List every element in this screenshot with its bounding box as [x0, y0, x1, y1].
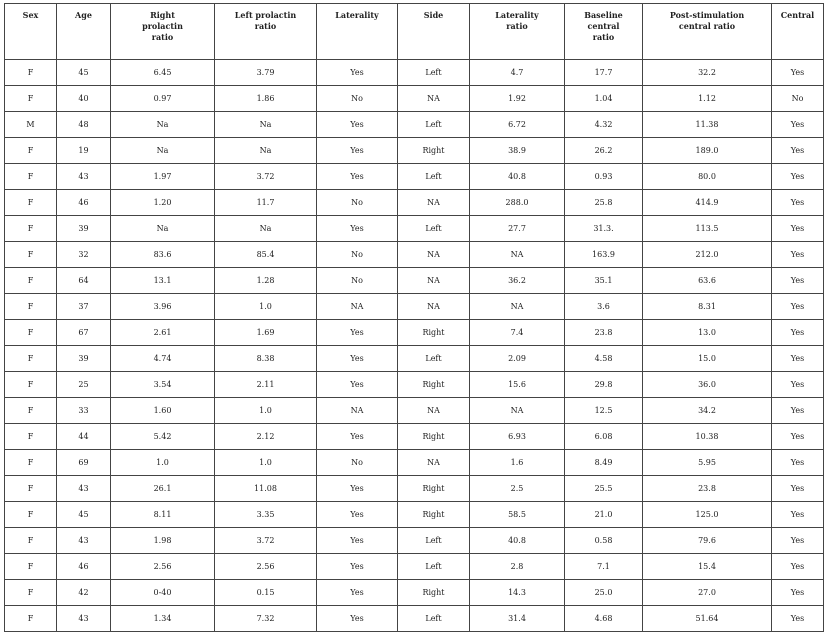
left-prolactin-ratio-cell: 1.69	[215, 320, 317, 346]
right-prolactin-ratio-cell: Na	[111, 216, 215, 242]
left-prolactin-ratio-cell: Na	[215, 138, 317, 164]
laterality-ratio-cell: NA	[470, 398, 565, 424]
post-stimulation-central-ratio-cell: 5.95	[643, 450, 772, 476]
baseline-central-ratio-cell: 4.58	[565, 346, 643, 372]
right-prolactin-ratio-cell: 1.20	[111, 190, 215, 216]
age-cell: 67	[57, 320, 111, 346]
baseline-central-ratio-cell: 23.8	[565, 320, 643, 346]
left-prolactin-ratio-cell: 85.4	[215, 242, 317, 268]
laterality-ratio-cell: 38.9	[470, 138, 565, 164]
central-cell: Yes	[772, 346, 824, 372]
header-baseline-central-ratio: Baseline central ratio	[565, 4, 643, 60]
baseline-central-ratio-cell: 1.04	[565, 86, 643, 112]
baseline-central-ratio-cell: 25.5	[565, 476, 643, 502]
central-cell: Yes	[772, 294, 824, 320]
sex-cell: F	[5, 294, 57, 320]
header-age: Age	[57, 4, 111, 60]
right-prolactin-ratio-cell: 1.34	[111, 606, 215, 632]
laterality-ratio-cell: 7.4	[470, 320, 565, 346]
table-row	[5, 398, 824, 424]
baseline-central-ratio-cell: 29.8	[565, 372, 643, 398]
right-prolactin-ratio-cell: 13.1	[111, 268, 215, 294]
sex-cell: F	[5, 320, 57, 346]
right-prolactin-ratio-cell: 3.54	[111, 372, 215, 398]
baseline-central-ratio-cell: 21.0	[565, 502, 643, 528]
table-body	[5, 60, 824, 632]
left-prolactin-ratio-cell: 1.0	[215, 450, 317, 476]
post-stimulation-central-ratio-cell: 15.0	[643, 346, 772, 372]
side-cell: NA	[398, 294, 470, 320]
post-stimulation-central-ratio-cell: 32.2	[643, 60, 772, 86]
age-cell: 40	[57, 86, 111, 112]
side-cell: NA	[398, 86, 470, 112]
laterality-cell: Yes	[317, 424, 398, 450]
side-cell: NA	[398, 398, 470, 424]
data-table	[4, 3, 824, 632]
laterality-cell: Yes	[317, 60, 398, 86]
side-cell: Right	[398, 476, 470, 502]
left-prolactin-ratio-cell: 3.35	[215, 502, 317, 528]
post-stimulation-central-ratio-cell: 23.8	[643, 476, 772, 502]
baseline-central-ratio-cell: 4.68	[565, 606, 643, 632]
age-cell: 43	[57, 476, 111, 502]
post-stimulation-central-ratio-cell: 13.0	[643, 320, 772, 346]
laterality-cell: Yes	[317, 606, 398, 632]
central-cell: Yes	[772, 372, 824, 398]
laterality-ratio-cell: 40.8	[470, 164, 565, 190]
sex-cell: F	[5, 164, 57, 190]
left-prolactin-ratio-cell: Na	[215, 216, 317, 242]
side-cell: Left	[398, 164, 470, 190]
header-sex: Sex	[5, 4, 57, 60]
laterality-ratio-cell: NA	[470, 242, 565, 268]
side-cell: Left	[398, 216, 470, 242]
laterality-cell: Yes	[317, 112, 398, 138]
laterality-ratio-cell: NA	[470, 294, 565, 320]
table-row	[5, 112, 824, 138]
laterality-cell: Yes	[317, 346, 398, 372]
laterality-cell: Yes	[317, 554, 398, 580]
age-cell: 19	[57, 138, 111, 164]
laterality-ratio-cell: 1.6	[470, 450, 565, 476]
side-cell: Right	[398, 502, 470, 528]
post-stimulation-central-ratio-cell: 414.9	[643, 190, 772, 216]
side-cell: Left	[398, 346, 470, 372]
side-cell: NA	[398, 450, 470, 476]
right-prolactin-ratio-cell: Na	[111, 138, 215, 164]
sex-cell: F	[5, 60, 57, 86]
left-prolactin-ratio-cell: 2.56	[215, 554, 317, 580]
laterality-ratio-cell: 40.8	[470, 528, 565, 554]
side-cell: Left	[398, 112, 470, 138]
table-row	[5, 554, 824, 580]
side-cell: Right	[398, 320, 470, 346]
left-prolactin-ratio-cell: 1.0	[215, 398, 317, 424]
post-stimulation-central-ratio-cell: 113.5	[643, 216, 772, 242]
sex-cell: F	[5, 372, 57, 398]
central-cell: Yes	[772, 112, 824, 138]
laterality-ratio-cell: 2.09	[470, 346, 565, 372]
sex-cell: F	[5, 86, 57, 112]
baseline-central-ratio-cell: 25.8	[565, 190, 643, 216]
age-cell: 44	[57, 424, 111, 450]
age-cell: 39	[57, 346, 111, 372]
side-cell: NA	[398, 268, 470, 294]
header-central: Central	[772, 4, 824, 60]
table-row	[5, 372, 824, 398]
laterality-ratio-cell: 6.93	[470, 424, 565, 450]
table-row	[5, 242, 824, 268]
central-cell: Yes	[772, 606, 824, 632]
baseline-central-ratio-cell: 3.6	[565, 294, 643, 320]
age-cell: 46	[57, 554, 111, 580]
laterality-ratio-cell: 14.3	[470, 580, 565, 606]
age-cell: 43	[57, 528, 111, 554]
left-prolactin-ratio-cell: 11.7	[215, 190, 317, 216]
side-cell: Left	[398, 606, 470, 632]
central-cell: Yes	[772, 554, 824, 580]
sex-cell: F	[5, 476, 57, 502]
right-prolactin-ratio-cell: 3.96	[111, 294, 215, 320]
central-cell: Yes	[772, 242, 824, 268]
laterality-cell: No	[317, 268, 398, 294]
laterality-ratio-cell: 6.72	[470, 112, 565, 138]
laterality-ratio-cell: 2.8	[470, 554, 565, 580]
right-prolactin-ratio-cell: 1.98	[111, 528, 215, 554]
left-prolactin-ratio-cell: 2.11	[215, 372, 317, 398]
sex-cell: F	[5, 138, 57, 164]
age-cell: 69	[57, 450, 111, 476]
post-stimulation-central-ratio-cell: 36.0	[643, 372, 772, 398]
sex-cell: F	[5, 424, 57, 450]
right-prolactin-ratio-cell: 6.45	[111, 60, 215, 86]
sex-cell: F	[5, 398, 57, 424]
baseline-central-ratio-cell: 26.2	[565, 138, 643, 164]
central-cell: Yes	[772, 268, 824, 294]
age-cell: 43	[57, 606, 111, 632]
right-prolactin-ratio-cell: 2.61	[111, 320, 215, 346]
post-stimulation-central-ratio-cell: 212.0	[643, 242, 772, 268]
post-stimulation-central-ratio-cell: 1.12	[643, 86, 772, 112]
central-cell: Yes	[772, 190, 824, 216]
baseline-central-ratio-cell: 0.93	[565, 164, 643, 190]
side-cell: Right	[398, 372, 470, 398]
right-prolactin-ratio-cell: 1.97	[111, 164, 215, 190]
right-prolactin-ratio-cell: 2.56	[111, 554, 215, 580]
right-prolactin-ratio-cell: 4.74	[111, 346, 215, 372]
left-prolactin-ratio-cell: 3.72	[215, 528, 317, 554]
right-prolactin-ratio-cell: 26.1	[111, 476, 215, 502]
age-cell: 45	[57, 502, 111, 528]
table-row	[5, 164, 824, 190]
laterality-cell: No	[317, 86, 398, 112]
side-cell: Left	[398, 60, 470, 86]
laterality-ratio-cell: 31.4	[470, 606, 565, 632]
side-cell: Left	[398, 554, 470, 580]
right-prolactin-ratio-cell: 83.6	[111, 242, 215, 268]
central-cell: Yes	[772, 320, 824, 346]
left-prolactin-ratio-cell: 3.79	[215, 60, 317, 86]
sex-cell: M	[5, 112, 57, 138]
sex-cell: F	[5, 268, 57, 294]
baseline-central-ratio-cell: 7.1	[565, 554, 643, 580]
post-stimulation-central-ratio-cell: 11.38	[643, 112, 772, 138]
side-cell: NA	[398, 242, 470, 268]
age-cell: 64	[57, 268, 111, 294]
left-prolactin-ratio-cell: Na	[215, 112, 317, 138]
sex-cell: F	[5, 190, 57, 216]
table-row	[5, 424, 824, 450]
table-row	[5, 450, 824, 476]
baseline-central-ratio-cell: 25.0	[565, 580, 643, 606]
left-prolactin-ratio-cell: 2.12	[215, 424, 317, 450]
right-prolactin-ratio-cell: 1.60	[111, 398, 215, 424]
laterality-cell: Yes	[317, 216, 398, 242]
baseline-central-ratio-cell: 35.1	[565, 268, 643, 294]
table-row	[5, 294, 824, 320]
table-row	[5, 502, 824, 528]
age-cell: 43	[57, 164, 111, 190]
table-row	[5, 216, 824, 242]
laterality-cell: No	[317, 242, 398, 268]
table-row	[5, 138, 824, 164]
central-cell: Yes	[772, 138, 824, 164]
sex-cell: F	[5, 580, 57, 606]
age-cell: 45	[57, 60, 111, 86]
baseline-central-ratio-cell: 17.7	[565, 60, 643, 86]
laterality-cell: Yes	[317, 580, 398, 606]
age-cell: 39	[57, 216, 111, 242]
age-cell: 33	[57, 398, 111, 424]
header-left-prolactin-ratio: Left prolactin ratio	[215, 4, 317, 60]
table-row	[5, 346, 824, 372]
laterality-cell: No	[317, 450, 398, 476]
side-cell: Right	[398, 138, 470, 164]
side-cell: Right	[398, 580, 470, 606]
baseline-central-ratio-cell: 163.9	[565, 242, 643, 268]
table-row	[5, 86, 824, 112]
left-prolactin-ratio-cell: 1.28	[215, 268, 317, 294]
header-laterality: Laterality	[317, 4, 398, 60]
central-cell: Yes	[772, 164, 824, 190]
baseline-central-ratio-cell: 31.3.	[565, 216, 643, 242]
left-prolactin-ratio-cell: 0.15	[215, 580, 317, 606]
sex-cell: F	[5, 346, 57, 372]
left-prolactin-ratio-cell: 1.0	[215, 294, 317, 320]
side-cell: Left	[398, 528, 470, 554]
sex-cell: F	[5, 528, 57, 554]
baseline-central-ratio-cell: 12.5	[565, 398, 643, 424]
laterality-cell: Yes	[317, 528, 398, 554]
right-prolactin-ratio-cell: 0.97	[111, 86, 215, 112]
post-stimulation-central-ratio-cell: 63.6	[643, 268, 772, 294]
table-row	[5, 60, 824, 86]
laterality-cell: Yes	[317, 372, 398, 398]
header-row	[5, 4, 824, 60]
header-laterality-ratio: Laterality ratio	[470, 4, 565, 60]
right-prolactin-ratio-cell: 0-40	[111, 580, 215, 606]
table-row	[5, 580, 824, 606]
age-cell: 42	[57, 580, 111, 606]
header-right-prolactin-ratio: Right prolactin ratio	[111, 4, 215, 60]
central-cell: No	[772, 86, 824, 112]
laterality-ratio-cell: 288.0	[470, 190, 565, 216]
central-cell: Yes	[772, 528, 824, 554]
table-row	[5, 528, 824, 554]
post-stimulation-central-ratio-cell: 79.6	[643, 528, 772, 554]
side-cell: Right	[398, 424, 470, 450]
central-cell: Yes	[772, 476, 824, 502]
central-cell: Yes	[772, 216, 824, 242]
laterality-cell: Yes	[317, 164, 398, 190]
left-prolactin-ratio-cell: 11.08	[215, 476, 317, 502]
post-stimulation-central-ratio-cell: 80.0	[643, 164, 772, 190]
laterality-ratio-cell: 4.7	[470, 60, 565, 86]
central-cell: Yes	[772, 450, 824, 476]
laterality-cell: NA	[317, 398, 398, 424]
header-post-stimulation-central-ratio: Post-stimulation central ratio	[643, 4, 772, 60]
header-side: Side	[398, 4, 470, 60]
central-cell: Yes	[772, 502, 824, 528]
age-cell: 46	[57, 190, 111, 216]
sex-cell: F	[5, 554, 57, 580]
laterality-ratio-cell: 58.5	[470, 502, 565, 528]
left-prolactin-ratio-cell: 7.32	[215, 606, 317, 632]
laterality-cell: NA	[317, 294, 398, 320]
left-prolactin-ratio-cell: 8.38	[215, 346, 317, 372]
right-prolactin-ratio-cell: Na	[111, 112, 215, 138]
right-prolactin-ratio-cell: 1.0	[111, 450, 215, 476]
age-cell: 37	[57, 294, 111, 320]
baseline-central-ratio-cell: 6.08	[565, 424, 643, 450]
central-cell: Yes	[772, 580, 824, 606]
sex-cell: F	[5, 242, 57, 268]
table-row	[5, 606, 824, 632]
post-stimulation-central-ratio-cell: 8.31	[643, 294, 772, 320]
laterality-cell: Yes	[317, 320, 398, 346]
sex-cell: F	[5, 216, 57, 242]
central-cell: Yes	[772, 398, 824, 424]
central-cell: Yes	[772, 60, 824, 86]
sex-cell: F	[5, 502, 57, 528]
age-cell: 32	[57, 242, 111, 268]
laterality-ratio-cell: 36.2	[470, 268, 565, 294]
right-prolactin-ratio-cell: 8.11	[111, 502, 215, 528]
sex-cell: F	[5, 450, 57, 476]
laterality-ratio-cell: 2.5	[470, 476, 565, 502]
baseline-central-ratio-cell: 0.58	[565, 528, 643, 554]
left-prolactin-ratio-cell: 3.72	[215, 164, 317, 190]
laterality-ratio-cell: 27.7	[470, 216, 565, 242]
table-row	[5, 268, 824, 294]
age-cell: 25	[57, 372, 111, 398]
age-cell: 48	[57, 112, 111, 138]
baseline-central-ratio-cell: 4.32	[565, 112, 643, 138]
laterality-cell: Yes	[317, 502, 398, 528]
post-stimulation-central-ratio-cell: 15.4	[643, 554, 772, 580]
post-stimulation-central-ratio-cell: 51.64	[643, 606, 772, 632]
laterality-ratio-cell: 15.6	[470, 372, 565, 398]
post-stimulation-central-ratio-cell: 125.0	[643, 502, 772, 528]
sex-cell: F	[5, 606, 57, 632]
laterality-ratio-cell: 1.92	[470, 86, 565, 112]
post-stimulation-central-ratio-cell: 189.0	[643, 138, 772, 164]
laterality-cell: Yes	[317, 138, 398, 164]
post-stimulation-central-ratio-cell: 10.38	[643, 424, 772, 450]
table-row	[5, 190, 824, 216]
left-prolactin-ratio-cell: 1.86	[215, 86, 317, 112]
laterality-cell: No	[317, 190, 398, 216]
post-stimulation-central-ratio-cell: 27.0	[643, 580, 772, 606]
right-prolactin-ratio-cell: 5.42	[111, 424, 215, 450]
central-cell: Yes	[772, 424, 824, 450]
baseline-central-ratio-cell: 8.49	[565, 450, 643, 476]
side-cell: NA	[398, 190, 470, 216]
table-row	[5, 320, 824, 346]
table-row	[5, 476, 824, 502]
laterality-cell: Yes	[317, 476, 398, 502]
post-stimulation-central-ratio-cell: 34.2	[643, 398, 772, 424]
